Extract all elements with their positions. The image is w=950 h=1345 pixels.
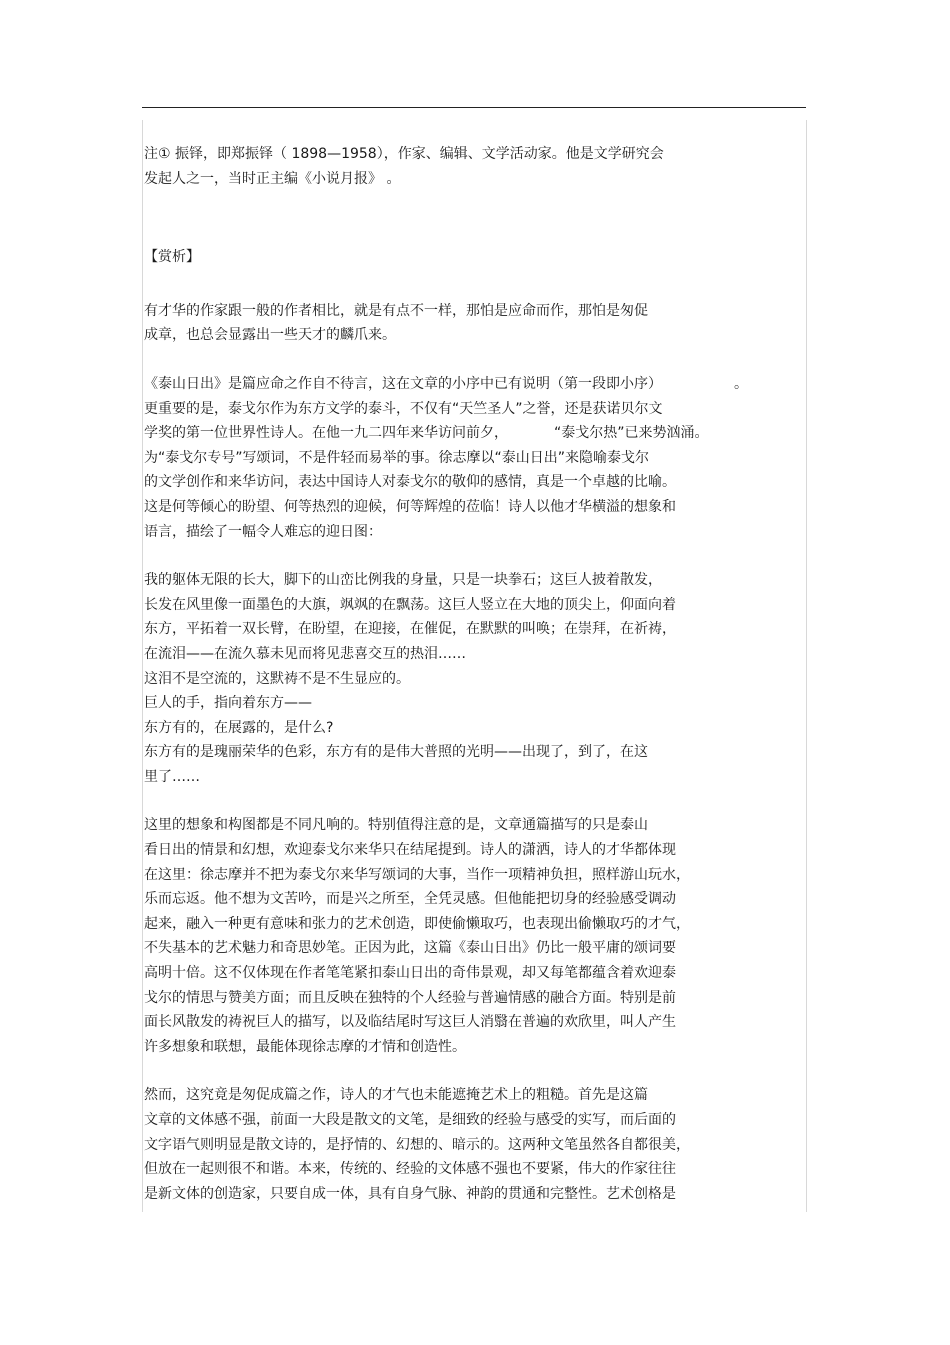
paragraph-line: 戈尔的情思与赞美方面；而且反映在独特的个人经验与普遍情感的融合方面。特别是前: [144, 989, 676, 1006]
paragraph-line: 语言，描绘了一幅令人难忘的迎日图：: [144, 523, 382, 540]
paragraph-line: 但放在一起则很不和谐。本来，传统的、经验的文体感不强也不要紧，伟大的作家往往: [144, 1161, 676, 1178]
paragraph-line: 看日出的情景和幻想，欢迎泰戈尔来华只在结尾提到。诗人的潇洒，诗人的才华都体现: [144, 842, 676, 859]
quote-line: 我的躯体无限的长大，脚下的山峦比例我的身量，只是一块拳石；这巨人披着散发，: [144, 572, 662, 589]
paragraph-1: [144, 299, 784, 348]
footnote-line: 注① 振铎，即郑振铎（ 1898—1958），作家、编辑、文学活动家。他是文学研究会: [144, 146, 664, 162]
paragraph-line: 学奖的第一位世界性诗人。在他一九二四年来华访问前夕， “泰戈尔热”已来势汹涌。: [144, 425, 709, 442]
paragraph-line: 这里的想象和构图都是不同凡响的。特别值得注意的是，文章通篇描写的只是泰山: [144, 817, 648, 834]
quote-line: 这泪不是空流的，这默祷不是不生显应的。: [144, 670, 410, 687]
quote-line: 东方，平拓着一双长臂，在盼望，在迎接，在催促，在默默的叫唤；在崇拜，在祈祷，: [144, 621, 676, 638]
right-margin-line: [806, 120, 807, 1212]
left-margin-line: [142, 120, 143, 1212]
paragraph-line: 面长风散发的祷祝巨人的描写，以及临结尾时写这巨人消翳在普遍的欢欣里，叫人产生: [144, 1014, 676, 1031]
quote-line: 长发在风里像一面墨色的大旗，飒飒的在飘荡。这巨人竖立在大地的顶尖上，仰面向着: [144, 596, 676, 613]
paragraph-line: 高明十倍。这不仅体现在作者笔笔紧扣泰山日出的奇伟景观，却又每笔都蕴含着欢迎泰: [144, 965, 676, 982]
section-heading: 【赏析】: [144, 249, 200, 266]
document-body: [144, 142, 784, 1206]
paragraph-line: 文字语气则明显是散文诗的，是抒情的、幻想的、暗示的。这两种文笔虽然各自都很美，: [144, 1136, 690, 1153]
footnote: [144, 142, 784, 191]
paragraph-line: 在这里：徐志摩并不把为泰戈尔来华写颂词的大事，当作一项精神负担，照样游山玩水，: [144, 866, 690, 883]
quote-line: 东方有的是瑰丽荣华的色彩，东方有的是伟大普照的光明——出现了，到了，在这: [144, 744, 648, 761]
quote-line: 在流泪——在流久慕未见而将见悲喜交互的热泪……: [144, 645, 466, 662]
quote-line: 里了……: [144, 768, 200, 785]
paragraph-line: 起来，融入一种更有意味和张力的艺术创造，即使偷懒取巧，也表现出偷懒取巧的才气，: [144, 915, 690, 932]
paragraph-line: 的文学创作和来华访问，表达中国诗人对泰戈尔的敬仰的感情，真是一个卓越的比喻。: [144, 474, 676, 491]
quoted-passage: [144, 568, 784, 789]
paragraph-line: 《泰山日出》是篇应命之作自不待言，这在文章的小序中已有说明（第一段即小序） 。: [144, 375, 748, 392]
paragraph-line: 这是何等倾心的盼望、何等热烈的迎候，何等辉煌的莅临！诗人以他才华横溢的想象和: [144, 498, 676, 515]
quote-line: 巨人的手，指向着东方——: [144, 695, 312, 712]
paragraph-4: [144, 1083, 784, 1206]
paragraph-2: [144, 372, 784, 544]
paragraph-line: 更重要的是，泰戈尔作为东方文学的泰斗，不仅有“天竺圣人”之誉，还是获诺贝尔文: [144, 400, 663, 417]
paragraph-3: [144, 813, 784, 1059]
paragraph-line: 许多想象和联想，最能体现徐志摩的才情和创造性。: [144, 1038, 466, 1055]
paragraph-line: 是新文体的创造家，只要自成一体，具有自身气脉、神韵的贯通和完整性。艺术创格是: [144, 1185, 676, 1202]
paragraph-line: 乐而忘返。他不想为文苦吟，而是兴之所至，全凭灵感。但他能把切身的经验感受调动: [144, 891, 676, 908]
paragraph-line: 有才华的作家跟一般的作者相比，就是有点不一样，那怕是应命而作，那怕是匆促: [144, 302, 648, 319]
footnote-line: 发起人之一，当时正主编《小说月报》 。: [144, 170, 401, 187]
paragraph-line: 文章的文体感不强，前面一大段是散文的文笔，是细致的经验与感受的实写，而后面的: [144, 1112, 676, 1128]
paragraph-line: 成章，也总会显露出一些天才的麟爪来。: [144, 327, 396, 344]
header-rule: [142, 107, 806, 108]
paragraph-line: 不失基本的艺术魅力和奇思妙笔。正因为此，这篇《泰山日出》仍比一般平庸的颂词要: [144, 940, 676, 957]
paragraph-line: 然而，这究竟是匆促成篇之作，诗人的才气也未能遮掩艺术上的粗糙。首先是这篇: [144, 1087, 648, 1104]
quote-line: 东方有的，在展露的，是什么?: [144, 719, 334, 736]
paragraph-line: 为“泰戈尔专号”写颂词，不是件轻而易举的事。徐志摩以“泰山日出”来隐喻泰戈尔: [144, 449, 650, 466]
